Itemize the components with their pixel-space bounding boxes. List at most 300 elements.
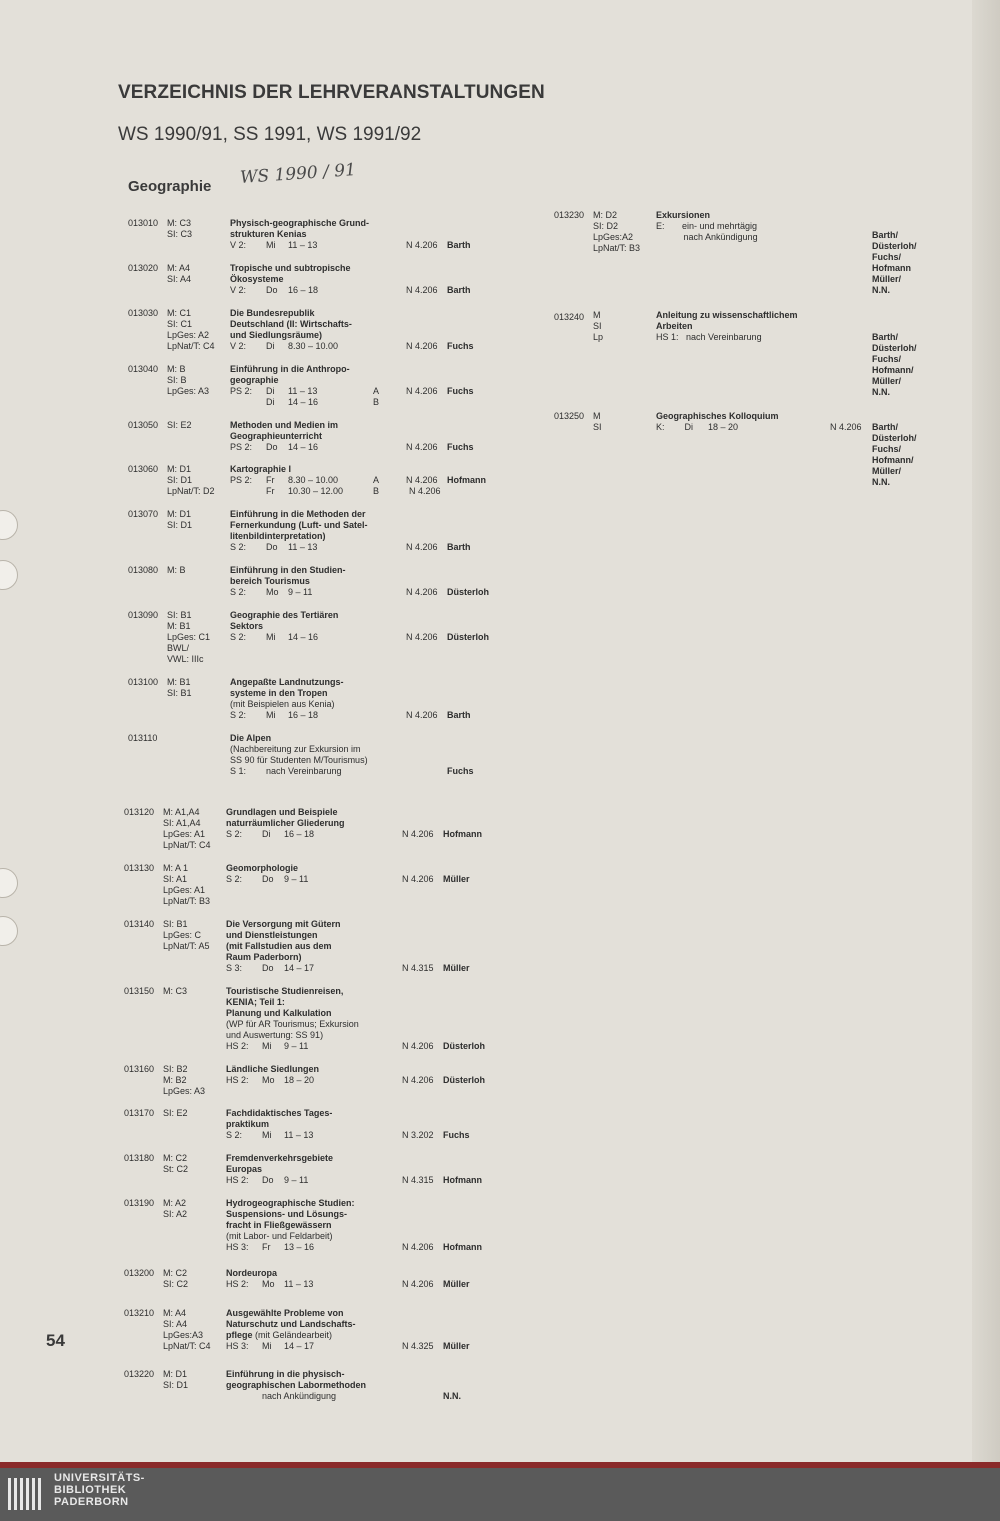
course-number: 013060: [128, 464, 159, 474]
schedule-part: HS 3:: [226, 1242, 249, 1252]
course-code: SI: B2: [163, 1064, 188, 1074]
course-title: [230, 509, 368, 553]
lecturer-name: Düsterloh/: [872, 433, 917, 443]
schedule-part: Do: [266, 442, 278, 452]
course-lecturer: Barth: [447, 542, 471, 552]
course-subtitle-line: (mit Beispielen aus Kenia): [230, 699, 335, 709]
course-code: SI: D1: [167, 520, 193, 530]
schedule-part: 8.30 – 10.00: [288, 341, 339, 351]
course-schedule: [226, 1242, 355, 1253]
course-title-line: Hydrogeographische Studien:: [226, 1198, 355, 1208]
course-title-line: Kartographie I: [230, 464, 292, 474]
course-entry: [0, 1268, 520, 1289]
course-code: LpNat/T: B3: [593, 243, 641, 253]
course-entry: [0, 420, 520, 452]
course-code: M: A4: [163, 1308, 187, 1318]
course-codes: [167, 464, 215, 497]
course-code: M: D2: [593, 210, 618, 220]
course-code: M: D1: [163, 1369, 188, 1379]
schedule-part: 16 – 18: [288, 710, 319, 720]
course-number: 013130: [124, 863, 155, 873]
course-subtitle: [230, 699, 348, 710]
course-code: LpGes: A1: [163, 829, 206, 839]
course-lecturers: [872, 332, 917, 398]
course-room: N 4.206: [406, 475, 438, 485]
course-title: [230, 308, 352, 352]
course-title-line: KENIA; Teil 1:: [226, 997, 285, 1007]
schedule-part: Do: [262, 1175, 274, 1185]
course-title-line: bereich Tourismus: [230, 576, 310, 586]
course-code: M: D1: [167, 464, 192, 474]
schedule-part: V 2:: [230, 341, 247, 351]
course-title-line: Grundlagen und Beispiele: [226, 807, 338, 817]
course-lecturer: Fuchs: [443, 1130, 470, 1140]
course-title-line: Anleitung zu wissenschaftlichem: [656, 310, 798, 320]
course-codes: [167, 610, 210, 665]
course-details: [656, 332, 762, 343]
lecturer-name: Müller/: [872, 274, 902, 284]
course-entry: [0, 308, 520, 351]
schedule-part: Mi: [262, 1341, 272, 1351]
lecturer-name: Hofmann/: [872, 455, 914, 465]
course-code: SI: E2: [163, 1108, 188, 1118]
course-code: M: C1: [167, 308, 192, 318]
schedule-part: 11 – 13: [288, 386, 318, 396]
course-code: M: A2: [163, 1198, 187, 1208]
schedule-part: HS 2:: [226, 1075, 249, 1085]
course-schedule: [230, 240, 369, 251]
course-codes: [163, 863, 210, 907]
course-title-line: Ländliche Siedlungen: [226, 1064, 320, 1074]
course-code: M: D1: [167, 509, 192, 519]
course-title: [230, 677, 348, 721]
schedule-part: V 2:: [230, 240, 247, 250]
course-lecturer: Fuchs: [447, 442, 474, 452]
course-title-line: Raum Paderborn): [226, 952, 302, 962]
schedule-part: Mi: [266, 710, 276, 720]
course-room: N 4.206: [402, 1279, 434, 1289]
course-room: N 4.206: [406, 442, 438, 452]
course-title: [230, 364, 350, 408]
course-group-label: B: [373, 486, 380, 496]
course-entry: [0, 1369, 520, 1401]
schedule-part: 11 – 13: [284, 1279, 314, 1289]
course-code: SI: C2: [163, 1279, 189, 1289]
course-title-note: (mit Geländearbeit): [252, 1330, 333, 1340]
course-codes: [163, 807, 211, 851]
handwritten-note: WS 1990 / 91: [239, 159, 357, 189]
schedule-part: S 2:: [226, 874, 243, 884]
course-codes: [163, 1369, 188, 1391]
schedule-part: Fr: [266, 486, 275, 496]
schedule-part: 16 – 18: [284, 829, 315, 839]
course-title-line: Sektors: [230, 621, 264, 631]
course-number: 013030: [128, 308, 159, 318]
course-code: SI: C3: [167, 229, 193, 239]
schedule-part: 9 – 11: [284, 874, 309, 884]
course-title: [230, 218, 369, 251]
course-number: 013050: [128, 420, 159, 430]
course-title-line: Touristische Studienreisen,: [226, 986, 344, 996]
lecturer-name: Fuchs/: [872, 444, 902, 454]
course-title-line: und Dienstleistungen: [226, 930, 318, 940]
course-room: N 4.206: [406, 240, 438, 250]
course-codes: [167, 263, 191, 285]
schedule-part: Fr: [262, 1242, 271, 1252]
course-entry: [0, 1153, 520, 1185]
course-number: 013160: [124, 1064, 155, 1074]
schedule-part: S 2:: [230, 710, 247, 720]
course-room: N 4.206: [406, 341, 438, 351]
course-room: N 4.206: [406, 542, 438, 552]
course-code: M: A1,A4: [163, 807, 200, 817]
course-code: M: C3: [167, 218, 192, 228]
course-number: 013040: [128, 364, 159, 374]
library-name-line: PADERBORN: [54, 1496, 129, 1508]
schedule-part: S 3:: [226, 963, 243, 973]
course-code: SI: D1: [167, 475, 193, 485]
course-code: LpNat/T: B3: [163, 896, 211, 906]
course-title: [226, 1308, 356, 1352]
course-lecturer: Fuchs: [447, 386, 474, 396]
course-title: [226, 1064, 344, 1086]
course-schedule: [226, 874, 344, 885]
course-number: 013010: [128, 218, 159, 228]
course-schedule: [230, 285, 351, 296]
course-codes: [163, 1308, 211, 1352]
course-subtitle-line: und Auswertung: SS 91): [226, 1030, 324, 1040]
course-title-line: strukturen Kenias: [230, 229, 307, 239]
course-codes: [167, 509, 192, 531]
course-code: SI: A2: [163, 1209, 188, 1219]
course-entry: [0, 263, 520, 295]
course-lecturer: Hofmann: [443, 1175, 482, 1185]
schedule-part: Do: [266, 285, 278, 295]
schedule-part: Di: [266, 386, 275, 396]
course-schedule: [230, 386, 350, 397]
course-schedule: [226, 1041, 359, 1052]
course-code: LpGes:A2: [593, 232, 634, 242]
course-title: [230, 733, 406, 777]
course-codes: [593, 411, 602, 433]
page-number: 54: [46, 1331, 65, 1350]
course-title-line: Einführung in die physisch-: [226, 1369, 345, 1379]
course-code: M: B: [167, 565, 186, 575]
course-code: M: B2: [163, 1075, 187, 1085]
course-lecturer: Fuchs: [447, 766, 474, 776]
course-entry: [0, 1108, 520, 1140]
course-number: 013020: [128, 263, 159, 273]
schedule-part: 11 – 13: [284, 1130, 314, 1140]
course-detail-line: HS 1: nach Vereinbarung: [656, 332, 762, 342]
course-schedule: [230, 542, 368, 553]
library-logo-icon: [6, 1474, 46, 1514]
course-schedule: [226, 829, 345, 840]
lecturer-name: Müller/: [872, 376, 902, 386]
course-code: LpNat/T: D2: [167, 486, 215, 496]
course-room: N 3.202: [402, 1130, 434, 1140]
schedule-part: Do: [266, 542, 278, 552]
course-title-line: Planung und Kalkulation: [226, 1008, 332, 1018]
course-schedule: [230, 397, 350, 408]
library-footer: [0, 1468, 1000, 1521]
schedule-part: 18 – 20: [284, 1075, 315, 1085]
course-title-line: Nordeuropa: [226, 1268, 278, 1278]
course-lecturer: Barth: [447, 710, 471, 720]
course-title-line: geographie: [230, 375, 279, 385]
course-title: [226, 1108, 344, 1141]
course-lecturer: Düsterloh: [443, 1041, 486, 1051]
library-name-line: UNIVERSITÄTS-: [54, 1472, 145, 1484]
course-lecturer: Düsterloh: [447, 632, 490, 642]
schedule-part: 14 – 16: [288, 442, 319, 452]
schedule-part: Di: [266, 397, 275, 407]
course-code: SI: B: [167, 375, 187, 385]
schedule-part: Mi: [266, 240, 276, 250]
course-title: [226, 863, 344, 885]
course-title-line: fracht in Fließgewässern: [226, 1220, 332, 1230]
course-code: SI: [593, 321, 602, 331]
course-codes: [163, 919, 210, 952]
course-room: N 4.206: [406, 632, 438, 642]
course-detail-line: K: Di 18 – 20: [656, 422, 739, 432]
schedule-part: HS 2:: [226, 1175, 249, 1185]
lecturer-name: Barth/: [872, 230, 899, 240]
schedule-part: PS 2:: [230, 442, 253, 452]
course-entry: [0, 464, 520, 496]
semester-subtitle: WS 1990/91, SS 1991, WS 1991/92: [118, 124, 422, 145]
course-group-label: B: [373, 397, 380, 407]
course-subtitle: [226, 1231, 355, 1242]
course-entry: [0, 807, 520, 850]
course-number: 013230: [554, 210, 585, 220]
course-room: N 4.315: [402, 963, 434, 973]
course-codes: [163, 1108, 188, 1119]
course-number: 013170: [124, 1108, 155, 1118]
course-title-line: Ausgewählte Probleme von: [226, 1308, 344, 1318]
course-room: N 4.206: [406, 386, 438, 396]
course-room: N 4.206: [406, 587, 438, 597]
course-schedule: [230, 475, 348, 486]
course-schedule: [230, 587, 348, 598]
course-schedule: [226, 1130, 344, 1141]
course-room: N 4.206: [402, 829, 434, 839]
course-number: 013210: [124, 1308, 155, 1318]
course-room: N 4.206: [402, 874, 434, 884]
schedule-part: 10.30 – 12.00: [288, 486, 344, 496]
course-title-line: Fremdenverkehrsgebiete: [226, 1153, 334, 1163]
course-code: LpGes: C: [163, 930, 202, 940]
course-title-line: naturräumlicher Gliederung: [226, 818, 345, 828]
schedule-part: 13 – 16: [284, 1242, 315, 1252]
course-subtitle-line: SS 90 für Studenten M/Tourismus): [230, 755, 368, 765]
course-room: N 4.206: [402, 1041, 434, 1051]
schedule-part: 11 – 13: [288, 240, 318, 250]
course-schedule: [226, 1279, 344, 1290]
lecturer-name: Hofmann: [872, 263, 911, 273]
course-title-line: Fernerkundung (Luft- und Satel-: [230, 520, 368, 530]
schedule-part: Mi: [262, 1130, 272, 1140]
lecturer-name: Hofmann/: [872, 365, 914, 375]
course-number: 013190: [124, 1198, 155, 1208]
lecturer-name: N.N.: [872, 387, 890, 397]
course-room: N 4.325: [402, 1341, 434, 1351]
course-codes: [593, 210, 640, 254]
course-number: 013220: [124, 1369, 155, 1379]
course-title: [656, 411, 779, 422]
schedule-part: Fr: [266, 475, 275, 485]
course-title-line: Suspensions- und Lösungs-: [226, 1209, 347, 1219]
course-code: LpGes: C1: [167, 632, 211, 642]
course-schedule: [226, 1341, 356, 1352]
course-title: [230, 610, 348, 643]
schedule-part: Do: [262, 874, 274, 884]
course-code: M: B1: [167, 677, 191, 687]
course-code: M: C3: [163, 986, 188, 996]
course-schedule: [226, 1075, 344, 1086]
schedule-part: 9 – 11: [288, 587, 313, 597]
section-heading: Geographie: [128, 178, 212, 195]
course-title: [226, 986, 359, 1052]
course-subtitle-line: (Nachbereitung zur Exkursion im: [230, 744, 361, 754]
course-title: [226, 1153, 344, 1186]
library-name: [54, 1472, 145, 1508]
course-title-line: Deutschland (II: Wirtschafts-: [230, 319, 352, 329]
course-codes: [167, 218, 192, 240]
course-entry: [0, 610, 520, 664]
lecturer-name: Fuchs/: [872, 252, 902, 262]
schedule-part: S 1:: [230, 766, 247, 776]
course-title-line: Einführung in den Studien-: [230, 565, 346, 575]
course-number: 013100: [128, 677, 159, 687]
course-schedule: [230, 442, 348, 453]
course-title: [230, 263, 351, 296]
course-codes: [167, 364, 209, 397]
course-title: [226, 1268, 344, 1290]
course-lecturer: Müller: [443, 1279, 470, 1289]
course-entry: [0, 218, 520, 250]
schedule-part: Mo: [262, 1279, 275, 1289]
course-code: SI: [593, 422, 602, 432]
course-lecturer: Müller: [443, 963, 470, 973]
course-title-line: litenbildinterpretation): [230, 531, 326, 541]
course-lecturer: Hofmann: [443, 829, 482, 839]
course-number: 013150: [124, 986, 155, 996]
schedule-part: HS 3:: [226, 1341, 249, 1351]
course-title-line: [226, 1330, 356, 1341]
schedule-part: 14 – 16: [288, 632, 319, 642]
course-group-label: A: [373, 386, 380, 396]
lecturer-name: Barth/: [872, 332, 899, 342]
schedule-part: 9 – 11: [284, 1041, 309, 1051]
course-code: SI: B1: [167, 610, 192, 620]
schedule-part: S 2:: [226, 1130, 243, 1140]
course-code: SI: D2: [593, 221, 619, 231]
course-title-line: und Siedlungsräume): [230, 330, 323, 340]
course-entry: [0, 1064, 520, 1096]
lecturer-name: Düsterloh/: [872, 241, 917, 251]
lecturer-name: Müller/: [872, 466, 902, 476]
lecturer-name: Düsterloh/: [872, 343, 917, 353]
course-lecturer: Hofmann: [443, 1242, 482, 1252]
course-code: SI: A4: [163, 1319, 188, 1329]
schedule-part: Di: [266, 341, 275, 351]
course-title-line: Ökosysteme: [230, 274, 284, 284]
course-title-line: Physisch-geographische Grund-: [230, 218, 370, 228]
course-schedule: [230, 341, 352, 352]
course-code: BWL/: [167, 643, 190, 653]
course-number: 013070: [128, 509, 159, 519]
course-lecturer: Hofmann: [447, 475, 486, 485]
course-number: 013080: [128, 565, 159, 575]
course-title: [230, 464, 348, 497]
course-lecturer: Müller: [443, 874, 470, 884]
course-code: M: [593, 310, 601, 320]
course-code: M: B: [167, 364, 186, 374]
course-codes: [163, 1064, 205, 1097]
course-title-line: Geomorphologie: [226, 863, 298, 873]
course-title-line: Die Alpen: [230, 733, 272, 743]
course-code: Lp: [593, 332, 604, 342]
course-title: [226, 1369, 400, 1402]
course-room: N 4.315: [402, 1175, 434, 1185]
course-entry: [0, 565, 520, 597]
course-title-line: Naturschutz und Landschafts-: [226, 1319, 356, 1329]
lecturer-name: N.N.: [872, 285, 890, 295]
course-entry: [0, 677, 520, 720]
course-title-line: Die Versorgung mit Gütern: [226, 919, 341, 929]
course-schedule: [226, 1175, 344, 1186]
course-title-line: Tropische und subtropische: [230, 263, 351, 273]
course-room: N 4.206: [406, 710, 438, 720]
course-schedule: [230, 486, 348, 497]
course-subtitle-line: (mit Labor- und Feldarbeit): [226, 1231, 333, 1241]
course-codes: [167, 565, 186, 576]
course-code: M: A 1: [163, 863, 189, 873]
course-schedule: [226, 963, 344, 974]
course-subtitle: [226, 1019, 359, 1041]
course-subtitle: [230, 744, 406, 766]
course-schedule: [230, 766, 406, 777]
course-codes: [167, 420, 192, 431]
course-room: N 4.206: [402, 1075, 434, 1085]
schedule-part: 16 – 18: [288, 285, 319, 295]
schedule-part: Mi: [266, 632, 276, 642]
course-code: LpNat/T: C4: [163, 840, 211, 850]
course-title: [230, 420, 348, 453]
schedule-part: PS 2:: [230, 386, 253, 396]
course-title: [230, 565, 348, 598]
course-codes: [163, 1268, 188, 1290]
schedule-part: nach Vereinbarung: [266, 766, 342, 776]
course-code: LpGes: A3: [163, 1086, 206, 1096]
course-title-line: Einführung in die Anthropo-: [230, 364, 350, 374]
course-entry: [0, 863, 520, 906]
schedule-part: Do: [262, 963, 274, 973]
course-title-line: systeme in den Tropen: [230, 688, 328, 698]
course-details: [656, 221, 758, 243]
course-title-line: geographischen Labormethoden: [226, 1380, 367, 1390]
lecturer-name: N.N.: [872, 477, 890, 487]
course-lecturer: Düsterloh: [443, 1075, 486, 1085]
schedule-part: HS 2:: [226, 1279, 249, 1289]
course-room: N 4.206: [409, 486, 441, 496]
course-number: 013110: [128, 733, 158, 743]
course-codes: [163, 986, 187, 997]
course-entry: [0, 1198, 520, 1252]
course-code: M: [593, 411, 601, 421]
course-detail-line: E: ein- und mehrtägig: [656, 221, 758, 231]
